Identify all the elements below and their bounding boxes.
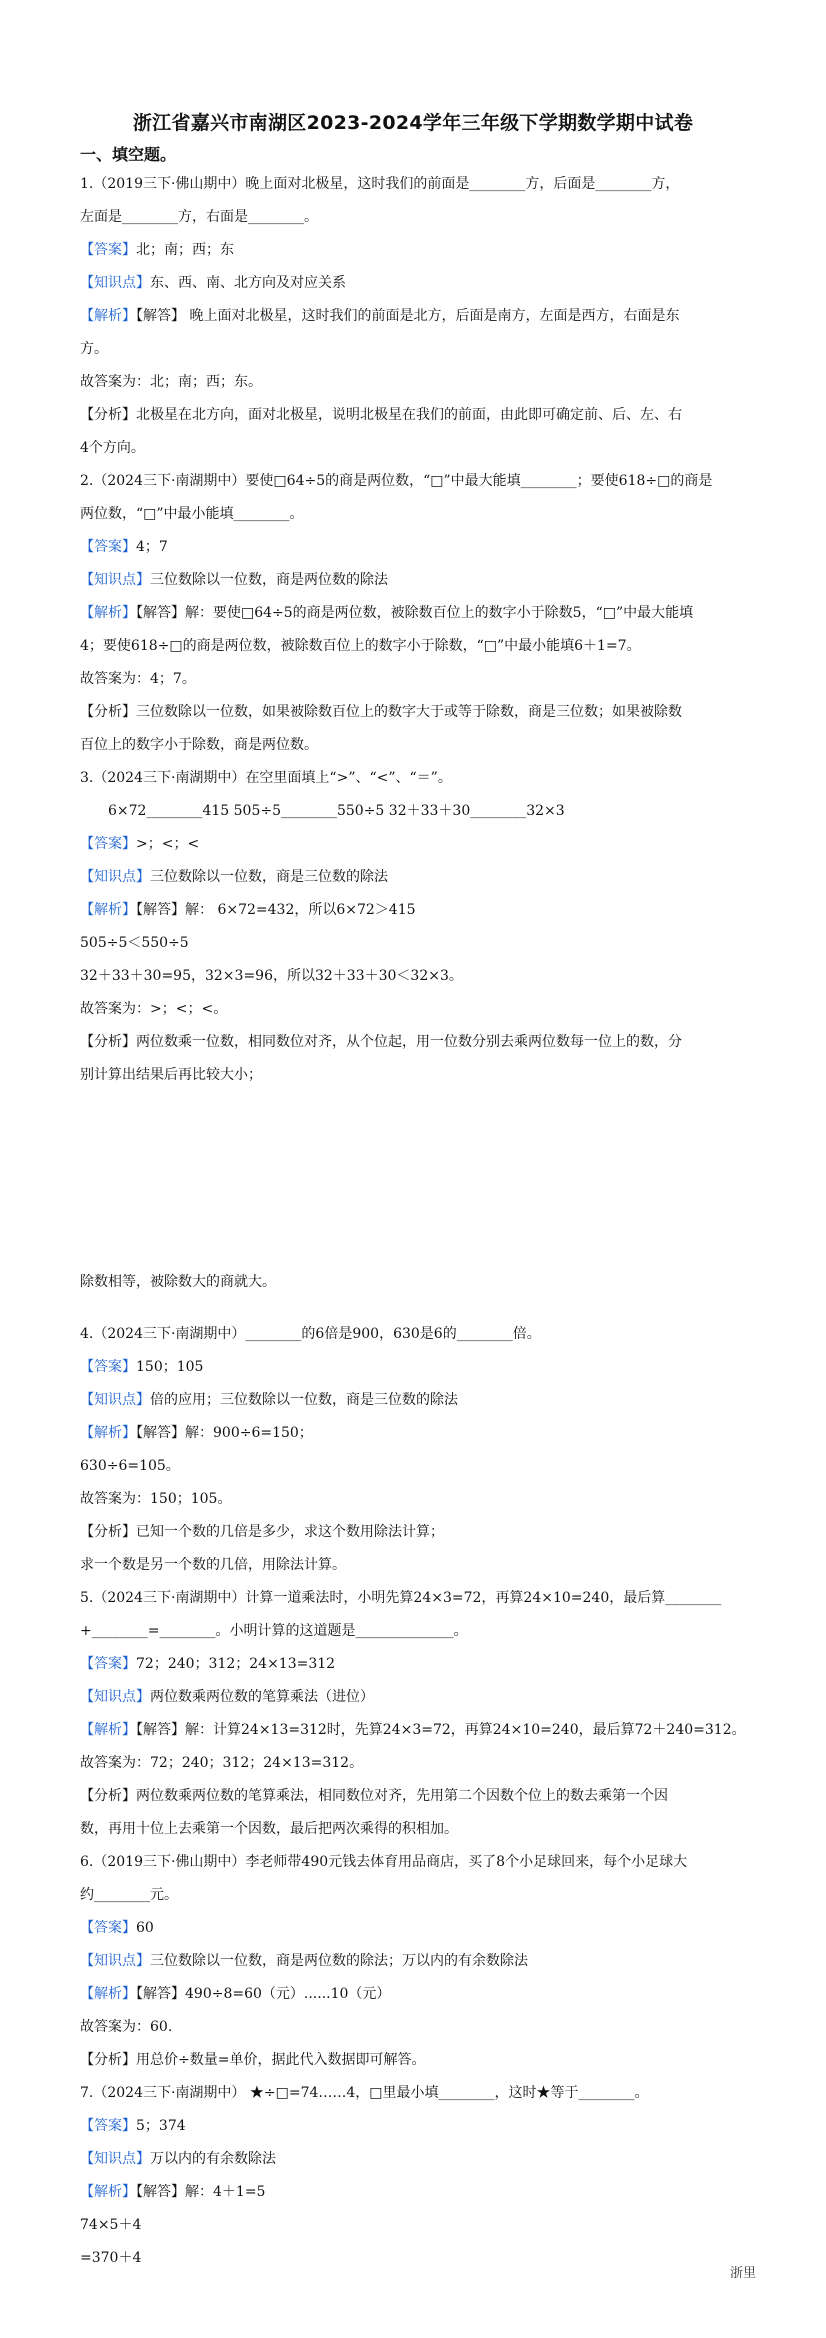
text-line: 4；要使618÷□的商是两位数，被除数百位上的数字小于除数，“□”中最小能填6＋1=7。 xyxy=(80,638,641,654)
text-line: 两位数，“□”中最小能填________。 xyxy=(80,506,304,522)
analysis-line: 【解析】【解答】解：900÷6=150； xyxy=(80,1425,313,1441)
answer-line: 【答案】4；7 xyxy=(80,539,168,555)
analysis-line: 【解析】【解答】解： 6×72=432，所以6×72＞415 xyxy=(80,902,416,918)
text-line: 除数相等，被除数大的商就大。 xyxy=(80,1274,276,1290)
text-line: 故答案为：72；240；312；24×13=312。 xyxy=(80,1755,364,1771)
text-line: 别计算出结果后再比较大小； xyxy=(80,1067,262,1083)
text-line: 数，再用十位上去乘第一个因数，最后把两次乘得的积相加。 xyxy=(80,1821,458,1837)
text-line: 【分析】两位数乘一位数，相同数位对齐，从个位起，用一位数分别去乘两位数每一位上的数，分 xyxy=(80,1034,682,1050)
text-line: 32＋33＋30=95，32×3=96，所以32＋33＋30＜32×3。 xyxy=(80,968,463,984)
text-line: 故答案为：北；南；西；东。 xyxy=(80,374,262,390)
answer-line: 【答案】60 xyxy=(80,1920,154,1936)
analysis-line: 【解析】【解答】 晚上面对北极星，这时我们的前面是北方，后面是南方，左面是西方，右面是东 xyxy=(80,308,680,324)
analysis-line: 【解析】【解答】解：计算24×13=312时，先算24×3=72，再算24×10=240，最后算72＋240=312。 xyxy=(80,1722,746,1738)
text-line: 630÷6=105。 xyxy=(80,1458,180,1474)
analysis-line: 【解析】【解答】解：4＋1=5 xyxy=(80,2184,266,2200)
answer-line: 【答案】72；240；312；24×13=312 xyxy=(80,1656,336,1672)
text-line: 【分析】已知一个数的几倍是多少，求这个数用除法计算； xyxy=(80,1524,444,1540)
text-line: 故答案为：150；105。 xyxy=(80,1491,232,1507)
question-line: 4.（2024三下·南湖期中）________的6倍是900，630是6的________倍。 xyxy=(80,1326,541,1342)
text-line: 505÷5＜550÷5 xyxy=(80,935,189,951)
text-line: 故答案为：4；7。 xyxy=(80,671,196,687)
text-line: 方。 xyxy=(80,341,108,357)
text-line: 左面是________方，右面是________。 xyxy=(80,209,318,225)
answer-line: 【答案】>；<；< xyxy=(80,836,200,852)
knowledge-line: 【知识点】倍的应用；三位数除以一位数，商是三位数的除法 xyxy=(80,1392,458,1408)
knowledge-line: 【知识点】万以内的有余数除法 xyxy=(80,2151,276,2167)
answer-line: 【答案】5；374 xyxy=(80,2118,186,2134)
knowledge-line: 【知识点】三位数除以一位数，商是两位数的除法 xyxy=(80,572,388,588)
knowledge-line: 【知识点】两位数乘两位数的笔算乘法（进位） xyxy=(80,1689,374,1705)
footer-mark: 浙里 xyxy=(729,2266,756,2281)
text-line: 1.（2019三下·佛山期中）晚上面对北极星，这时我们的前面是________方，后面是________方， xyxy=(80,176,680,192)
analysis-line: 【解析】【解答】490÷8=60（元）......10（元） xyxy=(80,1986,391,2002)
answer-line: 【答案】北；南；西；东 xyxy=(80,242,234,258)
text-line: 74×5＋4 xyxy=(80,2217,142,2233)
answer-line: 【答案】150；105 xyxy=(80,1359,204,1375)
page-title: 浙江省嘉兴市南湖区2023-2024学年三年级下学期数学期中试卷 xyxy=(132,112,694,134)
question-line: 5.（2024三下·南湖期中）计算一道乘法时，小明先算24×3=72，再算24×10=240，最后算________ xyxy=(80,1590,722,1606)
knowledge-line: 【知识点】东、西、南、北方向及对应关系 xyxy=(80,275,346,291)
text-line: 求一个数是另一个数的几倍，用除法计算。 xyxy=(80,1557,346,1573)
analysis-line: 【解析】【解答】解：要使□64÷5的商是两位数，被除数百位上的数字小于除数5，“□”中最大能填 xyxy=(80,605,694,621)
comparison-line: 6×72________415 505÷5________550÷5 32＋33＋30________32×3 xyxy=(108,803,565,819)
question-line: 6.（2019三下·佛山期中）李老师带490元钱去体育用品商店，买了8个小足球回来，每个小足球大 xyxy=(80,1854,688,1870)
question-line: 7.（2024三下·南湖期中） ★÷□=74……4，□里最小填________，这时★等于________。 xyxy=(80,2085,649,2101)
text-line: 百位上的数字小于除数，商是两位数。 xyxy=(80,737,318,753)
question-line: 2.（2024三下·南湖期中）要使□64÷5的商是两位数，“□”中最大能填________；要使618÷□的商是 xyxy=(80,473,713,489)
text-line: 故答案为：>；<；<。 xyxy=(80,1001,228,1017)
text-line: 约________元。 xyxy=(80,1887,178,1903)
text-line: 【分析】两位数乘两位数的笔算乘法，相同数位对齐，先用第二个因数个位上的数去乘第一个因 xyxy=(80,1788,668,1804)
knowledge-line: 【知识点】三位数除以一位数，商是三位数的除法 xyxy=(80,869,388,885)
text-line: =370＋4 xyxy=(80,2250,142,2266)
knowledge-line: 【知识点】三位数除以一位数，商是两位数的除法；万以内的有余数除法 xyxy=(80,1953,528,1969)
section-heading: 一、填空题。 xyxy=(80,145,177,164)
question-line: 3.（2024三下·南湖期中）在空里面填上“>”、“<”、“＝”。 xyxy=(80,770,452,786)
text-line: +________=________。小明计算的这道题是______________。 xyxy=(80,1623,468,1639)
text-line: 【分析】三位数除以一位数，如果被除数百位上的数字大于或等于除数，商是三位数；如果被除数 xyxy=(80,704,682,720)
text-line: 4个方向。 xyxy=(80,440,145,456)
text-line: 【分析】北极星在北方向，面对北极星，说明北极星在我们的前面，由此即可确定前、后、左、右 xyxy=(80,407,682,423)
text-line: 故答案为：60. xyxy=(80,2019,173,2035)
text-line: 【分析】用总价÷数量=单价，据此代入数据即可解答。 xyxy=(80,2052,426,2068)
